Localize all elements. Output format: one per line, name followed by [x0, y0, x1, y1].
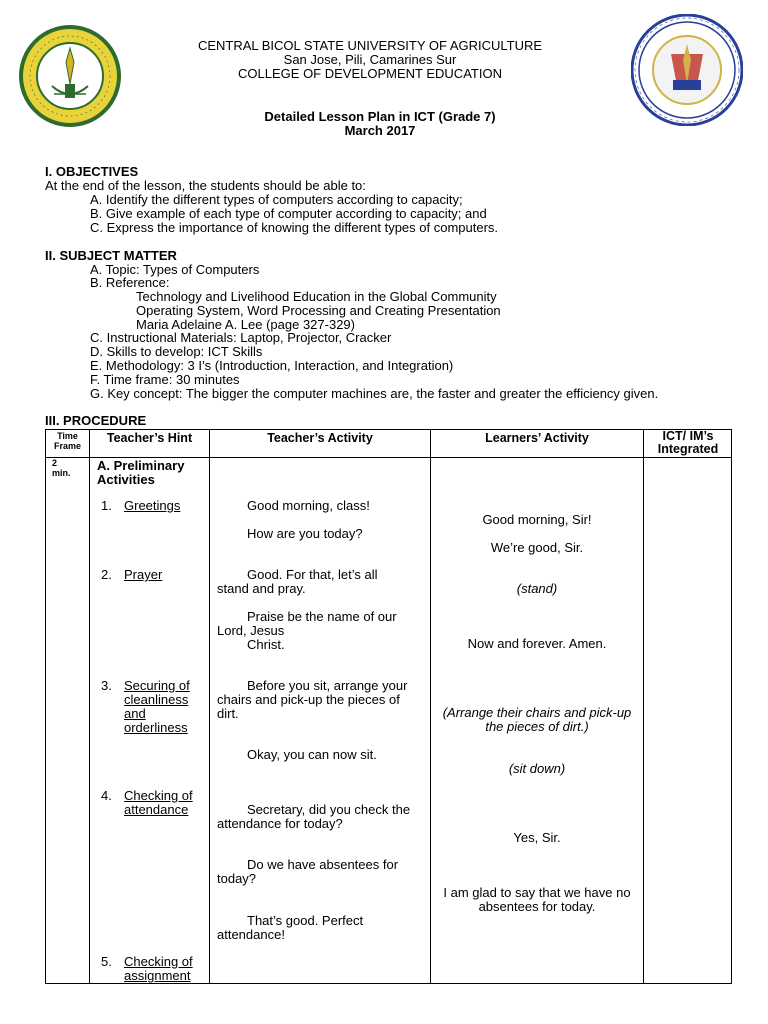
objective-item: B. Give example of each type of computer according to capacity; and: [90, 206, 487, 221]
teacher-line: Before you sit, arrange your chairs and pick-up the pieces of dirt.: [217, 678, 408, 721]
university-address: San Jose, Pili, Camarines Sur: [283, 52, 457, 67]
hint-prayer: Prayer: [124, 567, 163, 582]
university-seal-logo: [18, 24, 122, 128]
learner-line: Good morning, Sir!: [482, 512, 592, 527]
learner-line: (Arrange their chairs and pick-up the pieces of dirt.): [442, 705, 632, 734]
subject-matter-heading: II. SUBJECT MATTER: [45, 248, 177, 263]
column-divider: [643, 430, 644, 983]
teacher-line: Do we have absentees for today?: [217, 857, 399, 886]
college-name: COLLEGE OF DEVELOPMENT EDUCATION: [238, 66, 502, 81]
teacher-line: Praise be the name of our Lord, Jesus Christ.: [217, 609, 397, 652]
teacher-line: That’s good. Perfect attendance!: [217, 913, 364, 942]
hint-assignment: Checking of assignment: [124, 954, 193, 983]
col-header-learners-activity: Learners’ Activity: [485, 431, 589, 445]
hint-number: 3.: [101, 678, 112, 693]
subject-item: F. Time frame: 30 minutes: [90, 372, 240, 387]
procedure-table: [45, 429, 732, 984]
subject-item: C. Instructional Materials: Laptop, Projector, Cracker: [90, 330, 392, 345]
learner-line: Yes, Sir.: [513, 830, 561, 845]
procedure-heading: III. PROCEDURE: [45, 413, 147, 428]
reference-item: Technology and Livelihood Education in the Global Community: [136, 289, 497, 304]
reference-item: Operating System, Word Processing and Creating Presentation: [136, 303, 501, 318]
learner-line: (stand): [516, 581, 558, 596]
hint-number: 4.: [101, 788, 112, 803]
teacher-line: Good. For that, let’s all stand and pray.: [217, 567, 378, 596]
topic: A. Topic: Types of Computers: [90, 262, 260, 277]
reference-label: B. Reference:: [90, 275, 170, 290]
learner-line: Now and forever. Amen.: [467, 636, 607, 651]
hint-attendance: Checking of attendance: [124, 788, 193, 817]
document-date: March 2017: [344, 123, 416, 138]
section-heading: A. Preliminary Activities: [97, 458, 185, 487]
col-header-ict-ims: ICT/ IM’s Integrated: [657, 429, 719, 456]
learner-line: I am glad to say that we have no absentees for today.: [443, 885, 631, 914]
subject-item: D. Skills to develop: ICT Skills: [90, 344, 263, 359]
col-header-teachers-activity: Teacher’s Activity: [267, 431, 373, 445]
objective-item: A. Identify the different types of computers according to capacity;: [90, 192, 463, 207]
hint-cleanliness: Securing of cleanliness and orderliness: [124, 678, 190, 735]
college-seal-logo: [631, 14, 743, 126]
teacher-line: Okay, you can now sit.: [247, 747, 377, 762]
learner-line: (sit down): [508, 761, 566, 776]
subject-item: G. Key concept: The bigger the computer machines are, the faster and greater the efficiency given.: [90, 386, 659, 401]
reference-item: Maria Adelaine A. Lee (page 327-329): [136, 317, 355, 332]
hint-number: 1.: [101, 498, 112, 513]
column-divider: [89, 430, 90, 983]
col-header-time-frame: Time Frame: [53, 431, 81, 451]
hint-number: 2.: [101, 567, 112, 582]
subject-item: E. Methodology: 3 I’s (Introduction, Interaction, and Integration): [90, 358, 454, 373]
column-divider: [209, 430, 210, 983]
teacher-line: Secretary, did you check the attendance for today?: [217, 802, 411, 831]
university-name: CENTRAL BICOL STATE UNIVERSITY OF AGRICULTURE: [197, 38, 543, 53]
document-title: Detailed Lesson Plan in ICT (Grade 7): [264, 109, 496, 124]
time-frame-value: 2 min.: [52, 458, 71, 478]
objective-item: C. Express the importance of knowing the different types of computers.: [90, 220, 499, 235]
col-header-teachers-hint: Teacher’s Hint: [106, 431, 193, 445]
hint-greetings: Greetings: [124, 498, 181, 513]
hint-number: 5.: [101, 954, 112, 969]
objectives-intro: At the end of the lesson, the students should be able to:: [45, 178, 366, 193]
objectives-heading: I. OBJECTIVES: [45, 164, 139, 179]
learner-line: We’re good, Sir.: [490, 540, 584, 555]
teacher-line: Good morning, class!: [247, 498, 370, 513]
teacher-line: How are you today?: [247, 526, 363, 541]
